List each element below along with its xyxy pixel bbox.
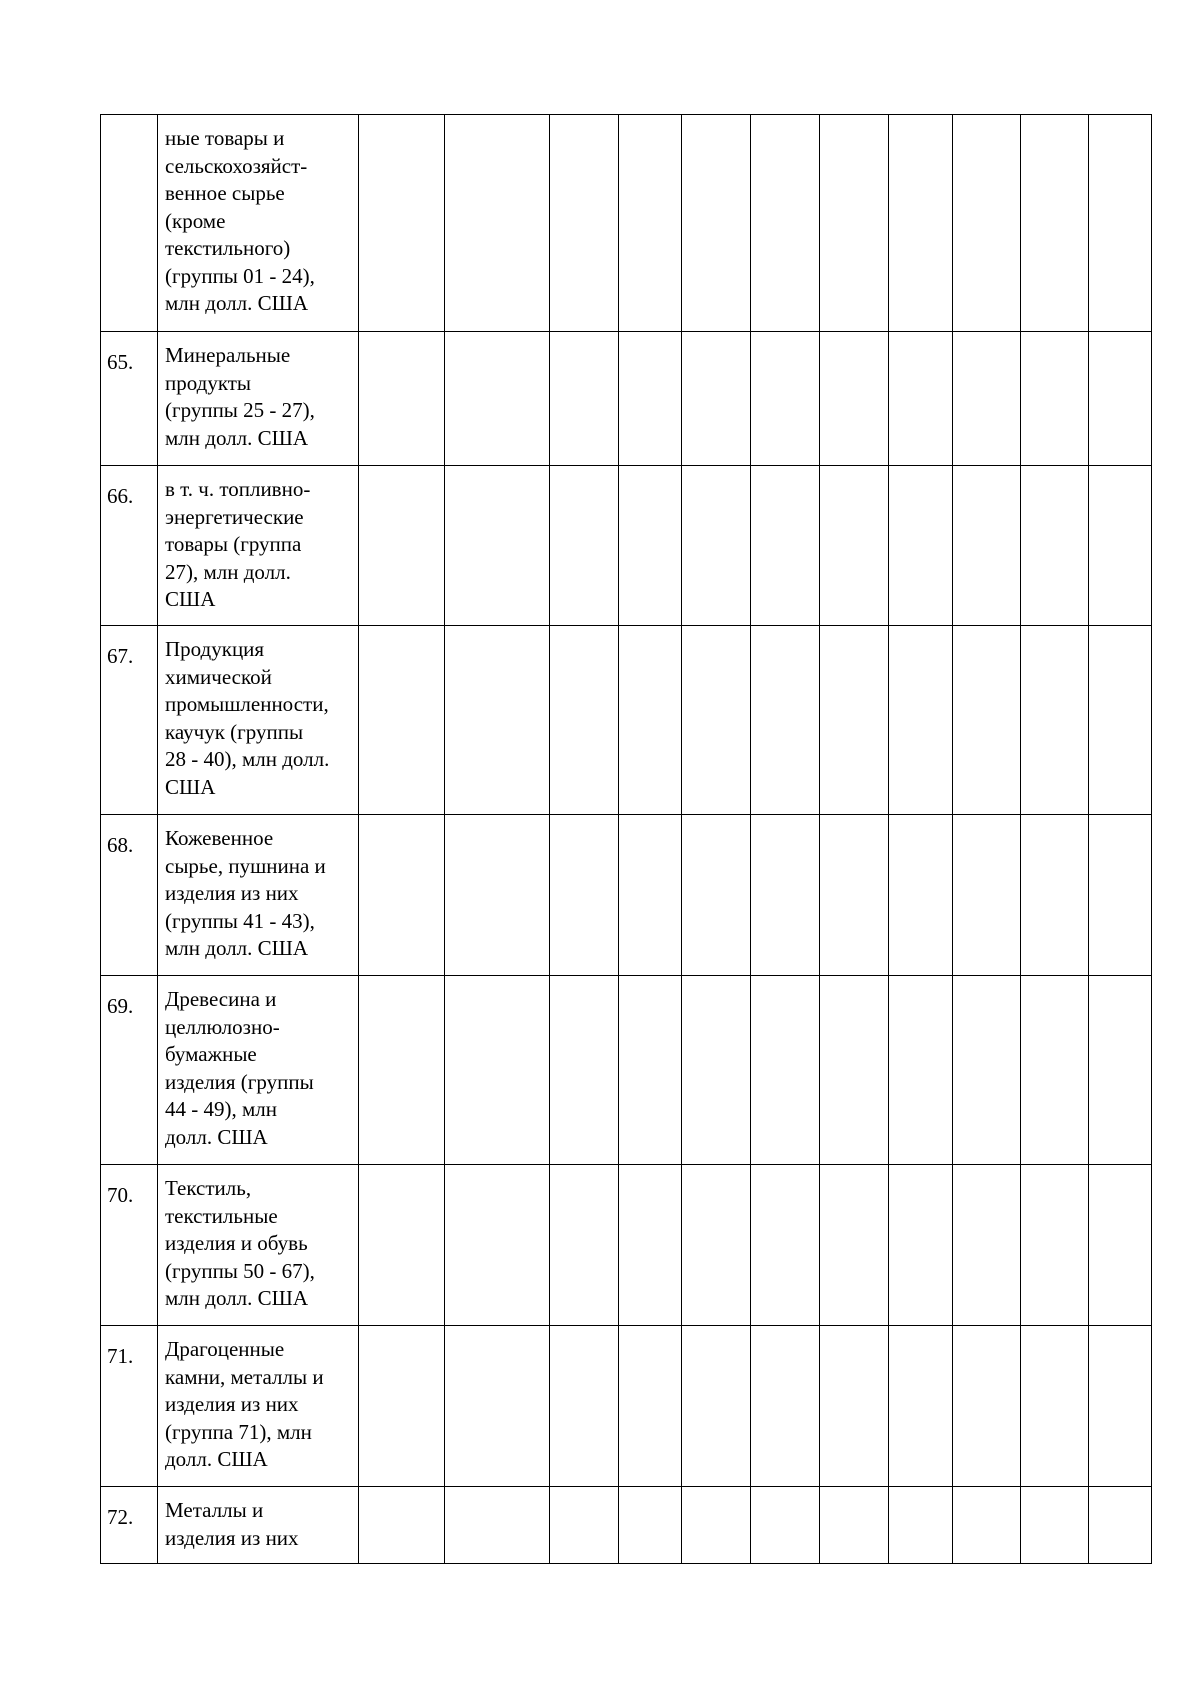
value-cell <box>751 1487 820 1564</box>
value-cell <box>751 332 820 466</box>
value-cell <box>953 115 1021 332</box>
value-cell <box>751 466 820 626</box>
value-cell <box>1089 466 1152 626</box>
value-cell <box>682 1326 751 1487</box>
value-cell <box>550 1165 619 1326</box>
value-cell <box>550 332 619 466</box>
value-cell <box>820 466 889 626</box>
value-cell <box>682 466 751 626</box>
value-cell <box>682 115 751 332</box>
value-cell <box>619 1165 682 1326</box>
value-cell <box>359 626 445 815</box>
value-cell <box>820 1326 889 1487</box>
value-cell <box>1089 1165 1152 1326</box>
value-cell <box>751 976 820 1165</box>
value-cell <box>953 466 1021 626</box>
value-cell <box>1021 815 1089 976</box>
value-cell <box>682 626 751 815</box>
value-cell <box>889 626 953 815</box>
value-cell <box>820 332 889 466</box>
table-row <box>101 115 1152 332</box>
value-cell <box>953 1326 1021 1487</box>
value-cell <box>953 1165 1021 1326</box>
value-cell <box>953 626 1021 815</box>
row-number: 68. <box>101 815 158 976</box>
value-cell <box>445 1487 550 1564</box>
value-cell <box>1021 976 1089 1165</box>
value-cell <box>445 115 550 332</box>
value-cell <box>1089 115 1152 332</box>
value-cell <box>550 466 619 626</box>
value-cell <box>445 976 550 1165</box>
value-cell <box>619 332 682 466</box>
value-cell <box>445 332 550 466</box>
value-cell <box>1089 1487 1152 1564</box>
value-cell <box>550 976 619 1165</box>
row-number: 71. <box>101 1326 158 1487</box>
value-cell <box>1021 466 1089 626</box>
value-cell <box>953 815 1021 976</box>
value-cell <box>550 1487 619 1564</box>
value-cell <box>682 1487 751 1564</box>
value-cell <box>953 1487 1021 1564</box>
value-cell <box>619 815 682 976</box>
indicator-name: Древесина и целлюлозно- бумажные изделия (группы 44 - 49), млн долл. США <box>158 976 359 1165</box>
value-cell <box>550 115 619 332</box>
value-cell <box>1089 626 1152 815</box>
value-cell <box>1089 1326 1152 1487</box>
value-cell <box>820 976 889 1165</box>
value-cell <box>359 1165 445 1326</box>
value-cell <box>1089 332 1152 466</box>
value-cell <box>1021 1326 1089 1487</box>
value-cell <box>619 1487 682 1564</box>
value-cell <box>445 1165 550 1326</box>
value-cell <box>889 332 953 466</box>
value-cell <box>359 332 445 466</box>
value-cell <box>889 1326 953 1487</box>
value-cell <box>820 815 889 976</box>
value-cell <box>1021 1487 1089 1564</box>
value-cell <box>682 815 751 976</box>
value-cell <box>1021 115 1089 332</box>
value-cell <box>445 815 550 976</box>
value-cell <box>359 1487 445 1564</box>
value-cell <box>359 115 445 332</box>
row-number: 67. <box>101 626 158 815</box>
value-cell <box>820 1487 889 1564</box>
value-cell <box>1021 1165 1089 1326</box>
table-row <box>101 332 1152 466</box>
value-cell <box>619 466 682 626</box>
indicator-name: Кожевенное сырье, пушнина и изделия из них (группы 41 - 43), млн долл. США <box>158 815 359 976</box>
table-row <box>101 626 1152 815</box>
value-cell <box>889 466 953 626</box>
row-number: 69. <box>101 976 158 1165</box>
value-cell <box>1021 332 1089 466</box>
indicator-name: Драгоценные камни, металлы и изделия из них (группа 71), млн долл. США <box>158 1326 359 1487</box>
value-cell <box>751 1165 820 1326</box>
value-cell <box>619 626 682 815</box>
value-cell <box>445 626 550 815</box>
value-cell <box>682 332 751 466</box>
value-cell <box>1089 976 1152 1165</box>
value-cell <box>619 1326 682 1487</box>
value-cell <box>619 976 682 1165</box>
value-cell <box>682 1165 751 1326</box>
value-cell <box>820 115 889 332</box>
value-cell <box>1021 626 1089 815</box>
value-cell <box>953 332 1021 466</box>
table-row <box>101 976 1152 1165</box>
row-number: 70. <box>101 1165 158 1326</box>
value-cell <box>751 815 820 976</box>
value-cell <box>550 626 619 815</box>
value-cell <box>1089 815 1152 976</box>
value-cell <box>889 815 953 976</box>
value-cell <box>359 466 445 626</box>
value-cell <box>953 976 1021 1165</box>
row-number: 66. <box>101 466 158 626</box>
value-cell <box>889 976 953 1165</box>
indicator-name: ные товары и сельскохозяйст- венное сырье (кроме текстильного) (группы 01 - 24), млн долл. США <box>158 115 359 332</box>
indicator-table <box>100 114 1152 1564</box>
indicator-name: Продукция химической промышленности, каучук (группы 28 - 40), млн долл. США <box>158 626 359 815</box>
value-cell <box>619 115 682 332</box>
indicator-name: Металлы и изделия из них <box>158 1487 359 1564</box>
value-cell <box>751 626 820 815</box>
value-cell <box>751 115 820 332</box>
value-cell <box>820 1165 889 1326</box>
row-number: 65. <box>101 332 158 466</box>
indicator-name: Текстиль, текстильные изделия и обувь (группы 50 - 67), млн долл. США <box>158 1165 359 1326</box>
value-cell <box>359 976 445 1165</box>
value-cell <box>445 466 550 626</box>
value-cell <box>359 815 445 976</box>
row-number: 72. <box>101 1487 158 1564</box>
value-cell <box>889 1165 953 1326</box>
indicator-name: в т. ч. топливно- энергетические товары (группа 27), млн долл. США <box>158 466 359 626</box>
value-cell <box>550 815 619 976</box>
table-row <box>101 1487 1152 1564</box>
table-row <box>101 1165 1152 1326</box>
table-row <box>101 815 1152 976</box>
value-cell <box>359 1326 445 1487</box>
table-row <box>101 466 1152 626</box>
value-cell <box>889 115 953 332</box>
value-cell <box>550 1326 619 1487</box>
value-cell <box>820 626 889 815</box>
value-cell <box>445 1326 550 1487</box>
table-row <box>101 1326 1152 1487</box>
indicator-name: Минеральные продукты (группы 25 - 27), млн долл. США <box>158 332 359 466</box>
row-number <box>101 115 158 332</box>
value-cell <box>889 1487 953 1564</box>
value-cell <box>682 976 751 1165</box>
value-cell <box>751 1326 820 1487</box>
